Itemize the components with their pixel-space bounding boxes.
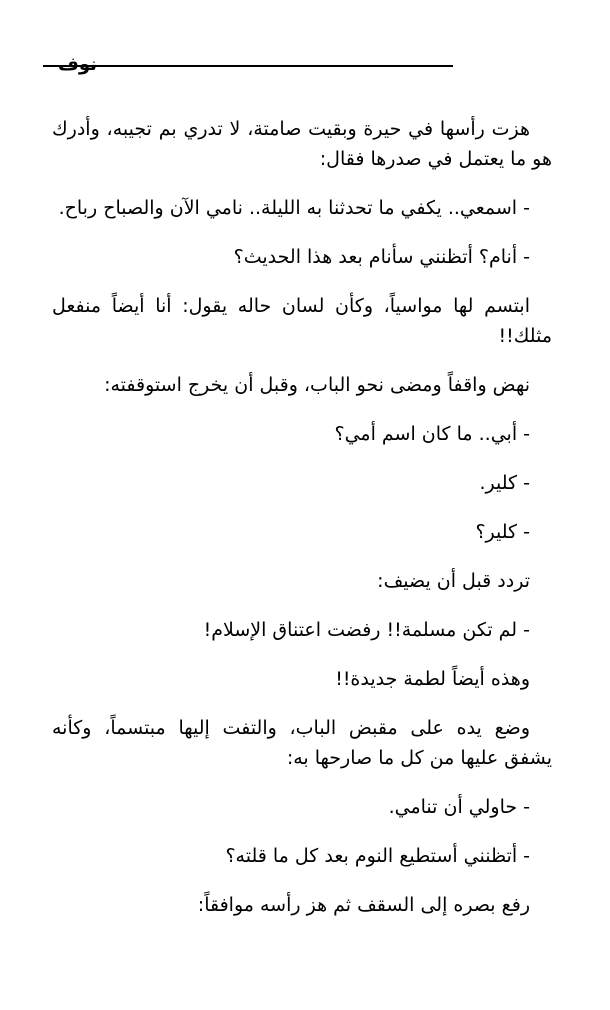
- paragraph-11: وهذه أيضاً لطمة جديدة!!: [335, 668, 530, 690]
- paragraph-7: - كلير.: [479, 472, 530, 494]
- running-header-title: نوف: [58, 54, 97, 75]
- paragraph-13: - حاولي أن تنامي.: [388, 796, 530, 818]
- paragraph-15: رفع بصره إلى السقف ثم هز رأسه موافقاً:: [197, 894, 530, 916]
- paragraph-14: - أتظنني أستطيع النوم بعد كل ما قلته؟: [225, 845, 530, 867]
- paragraph-8: - كلير؟: [475, 521, 530, 543]
- paragraph-4: ابتسم لها مواسياً، وكأن لسان حاله يقول: أنا أيضاً منفعل مثلك!!: [52, 295, 552, 347]
- paragraph-12: وضع يده على مقبض الباب، والتفت إليها مبتسماً، وكأنه يشفق عليها من كل ما صارحها به:: [52, 717, 552, 769]
- paragraph-9: تردد قبل أن يضيف:: [377, 570, 530, 592]
- paragraph-10: - لم تكن مسلمة!! رفضت اعتناق الإسلام!: [203, 619, 530, 641]
- page-body: [52, 114, 552, 939]
- paragraph-6: - أبي.. ما كان اسم أمي؟: [334, 423, 530, 445]
- paragraph-3: - أنام؟ أتظنني سأنام بعد هذا الحديث؟: [233, 246, 530, 268]
- paragraph-5: نهض واقفاً ومضى نحو الباب، وقبل أن يخرج استوقفته:: [104, 374, 530, 396]
- paragraph-2: - اسمعي.. يكفي ما تحدثنا به الليلة.. نامي الآن والصباح رباح.: [58, 197, 530, 219]
- header-rule: [43, 65, 453, 67]
- paragraph-1: هزت رأسها في حيرة وبقيت صامتة، لا تدري بم تجيبه، وأدرك هو ما يعتمل في صدرها فقال:: [52, 118, 552, 170]
